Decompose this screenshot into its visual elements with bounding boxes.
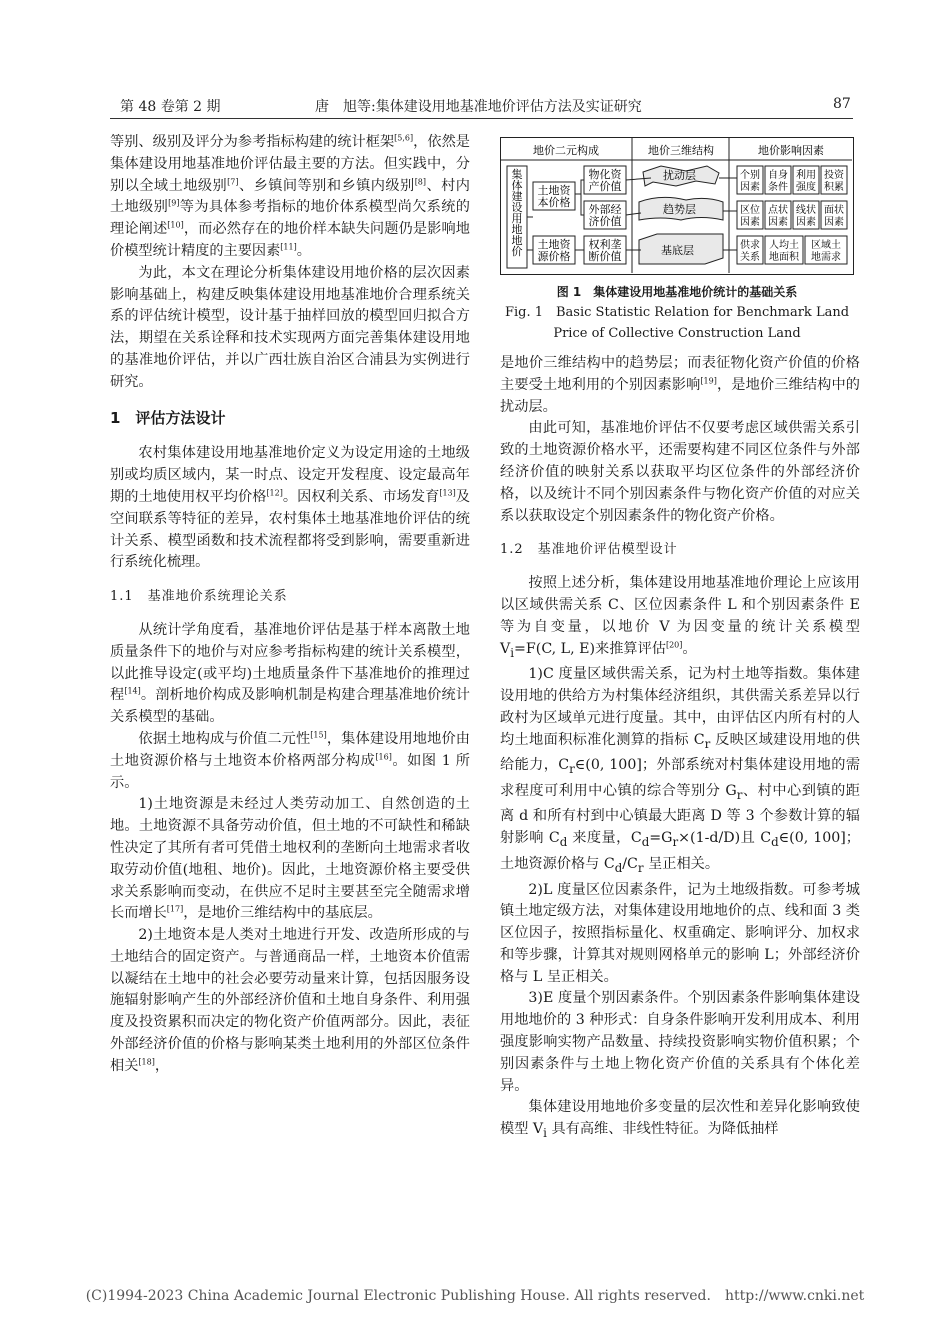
header-volume: 第 48 卷第 2 期 [120, 99, 221, 115]
col-title-dual: 地价二元构成 [533, 144, 599, 157]
svg-text:利用强度: 利用强度 [796, 170, 816, 193]
paragraph-l2: 为此，本文在理论分析集体建设用地价格的层次因素影响基础上，构建反映集体建设用地基准地价合理系统关系的评估统计模型，设计基于抽样回放的模型回归拟合方法，期望在关系诠释和技术实现两方面完善集体建设用地的基准地价评估，并以广西壮族自治区合浦县为实例进行研究。 [110, 264, 470, 390]
section-heading-1-2: 1.2 基准地价评估模型设计 [500, 542, 678, 558]
svg-text:面状因素: 面状因素 [824, 205, 844, 228]
section-heading-1-1: 1.1 基准地价系统理论关系 [110, 589, 288, 605]
factor-row-individual [737, 166, 847, 194]
svg-text:区位因素: 区位因素 [740, 205, 760, 228]
paragraph-r2: 由此可知，基准地价评估不仅要考虑区域供需关系引致的土地资源价格水平，还需要构建不同区位条件与外部经济价值的映射关系以获取平均区位条件的外部经济价格，以及统计不同个别因素条件与物化资产价值的对应关系以获取设定个别因素条件的物化资产价格。 [500, 420, 860, 524]
left-column [110, 132, 470, 1078]
paragraph-r5: 2)L 度量区位因素条件，记为土地级指数。可参考城镇土地定级方法，对集体建设用地地价的点、线和面 3 类区位因子，按照指标量化、权重确定、影响评分、加权求和等步骤，计算其对规则网格单元的影响 L；外部经济价格与 L 呈正相关。 [500, 881, 860, 985]
svg-text:人均土地面积: 人均土地面积 [769, 240, 799, 263]
section-heading-1: 1 评估方法设计 [110, 408, 226, 427]
layer-label-base: 基底层 [661, 244, 694, 257]
paragraph-l4: 从统计学角度看，基准地价评估是基于样本离散土地质量条件下的地价与对应参考指标构建的统计关系模型，以此推导设定(或平均)土地质量条件下基准地价的推理过程[14]。剖析地价构成及影响机制是构建合理基准地价统计关系模型的基础。 [110, 621, 470, 726]
figure-caption-en: Fig. 1 Basic Statistic Relation for Benchmark Land Price of Collective Construction Land [504, 305, 850, 341]
rights-monopoly-label: 权利垄断价值 [588, 238, 622, 263]
paragraph-r4: 1)C 度量区域供需关系，记为村土地等指数。集体建设用地的供给方为村集体经济组织，其供需关系差异以行政村为区域单元进行度量。其中，由评估区内所有村的人均土地面积标准化测算的指标 $C_r$ 反映区域建设用地的供给能力，$C_r\in(0$, 100]；外部系统对村集体建设用地的需求程度可利用中心镇的综合等别分 $G_r$、村中心到镇的距离 d 和所有村到中心镇最大距离 D 等 3 个参数计算的辐射影响 $C_d$ 来度量，$C_d=G_r\times(1-d/D)$且 $C_d\in(0$, 100]；土地资源价格与 $C_d/C_r$ 呈正相关。 [500, 666, 861, 875]
svg-text:供求关系: 供求关系 [740, 240, 760, 263]
layer-label-trend: 趋势层 [663, 203, 696, 216]
external-econ-label: 外部经济价值 [588, 203, 622, 228]
copyright-footer: (C)1994-2023 China Academic Journal Electronic Publishing House. All rights reserved. http://www.cnki.net [85, 1288, 865, 1304]
col-title-3d: 地价三维结构 [648, 144, 714, 157]
physical-asset-label: 物化资产价值 [588, 168, 622, 193]
paragraph-l1: 等别、级别及评分为参考指标构建的统计框架[5,6]，依然是集体建设用地基准地价评估最主要的方法。但实践中，分别以全域土地级别[7]、乡镇间等别和乡镇内级别[8]、村内土地级别[9]等为具体参考指标的地价体系模型尚欠系统的理论阐述[10]，而必然存在的地价样本缺失问题仍是影响地价模型统计精度的主要因素[11]。 [110, 133, 470, 259]
factor-row-supply-demand [737, 236, 847, 264]
resource-price-label: 土地资源价格 [537, 238, 571, 263]
svg-text:线状因素: 线状因素 [796, 205, 816, 228]
col-title-factors: 地价影响因素 [758, 144, 824, 157]
paragraph-l3: 农村集体建设用地基准地价定义为设定用途的土地级别或均质区域内，某一时点、设定开发程度、设定最高年期的土地使用权平均价格[12]。因权利关系、市场发育[13]及空间联系等特征的差异，农村集体土地基准地价评估的统计关系、模型函数和技术流程都将受到影响，需要重新进行系统化梳理。 [110, 445, 470, 571]
capital-price-label: 土地资本价格 [537, 184, 571, 209]
svg-text:投资积累: 投资积累 [824, 170, 844, 193]
svg-text:自身条件: 自身条件 [768, 170, 788, 193]
figure-1-diagram [501, 138, 852, 273]
header-title: 唐 旭等:集体建设用地基准地价评估方法及实证研究 [315, 99, 642, 115]
header-page-number: 87 [833, 96, 851, 112]
layer-label-disturbance: 扰动层 [663, 169, 696, 182]
land-price-label: 集体建设用地地价 [511, 168, 523, 258]
paragraph-r1: 是地价三维结构中的趋势层；而表征物化资产价值的价格主要受土地利用的个别因素影响[19]，是地价三维结构中的扰动层。 [500, 355, 860, 415]
svg-text:点状因素: 点状因素 [768, 205, 788, 228]
paragraph-l6: 1)土地资源是未经过人类劳动加工、自然创造的土地。土地资源不具备劳动价值，但土地的不可缺性和稀缺性决定了其所有者可凭借土地权利的垄断向土地需求者收取劳动价值(地租、地价)。因此，土地资源价格主要受供求关系影响而变动，在供应不足时主要甚至完全随需求增长而增长[17]，是地价三维结构中的基底层。 [110, 796, 470, 922]
paragraph-l5: 依据土地构成与价值二元性[15]，集体建设用地地价由土地资源价格与土地资本价格两部分构成[16]。如图 1 所示。 [110, 730, 470, 791]
paragraph-r3: 按照上述分析，集体建设用地基准地价理论上应该用以区域供需关系 C、区位因素条件 L 和个别因素条件 E 等为自变量，以地价 V 为因变量的统计关系模型 $V_i=F(C$, L, E)来推算评估[20]。 [500, 575, 860, 660]
paragraph-l7: 2)土地资本是人类对土地进行开发、改造所形成的与土地结合的固定资产。与普通商品一样，土地资本价值需以凝结在土地中的社会必要劳动量来计算，包括因服务设施辐射影响产生的外部经济价值和土地自身条件、利用强度及投资累积而决定的物化资产价值两部分。因此，表征外部经济价值的价格与影响某类土地利用的外部区位条件相关[18]， [110, 927, 470, 1074]
paragraph-r6: 3)E 度量个别因素条件。个别因素条件影响集体建设用地地价的 3 种形式：自身条件影响开发利用成本、利用强度影响实物产品数量、持续投资影响实物价值积累；个别因素条件与土地上物化资产价值的关系具有个体化差异。 [500, 990, 860, 1094]
right-column [500, 353, 860, 1145]
svg-text:区域土地需求: 区域土地需求 [811, 240, 841, 263]
factor-row-location [737, 201, 847, 229]
paragraph-r7: 集体建设用地地价多变量的层次性和差异化影响致使模型 $V_i$ 具有高维、非线性特征。为降低抽样 [500, 1099, 860, 1141]
figure-1 [500, 137, 854, 275]
figure-caption-zh: 图 1 集体建设用地基准地价统计的基础关系 [556, 285, 798, 299]
svg-text:个别因素: 个别因素 [740, 170, 760, 193]
header-rule [110, 118, 853, 119]
